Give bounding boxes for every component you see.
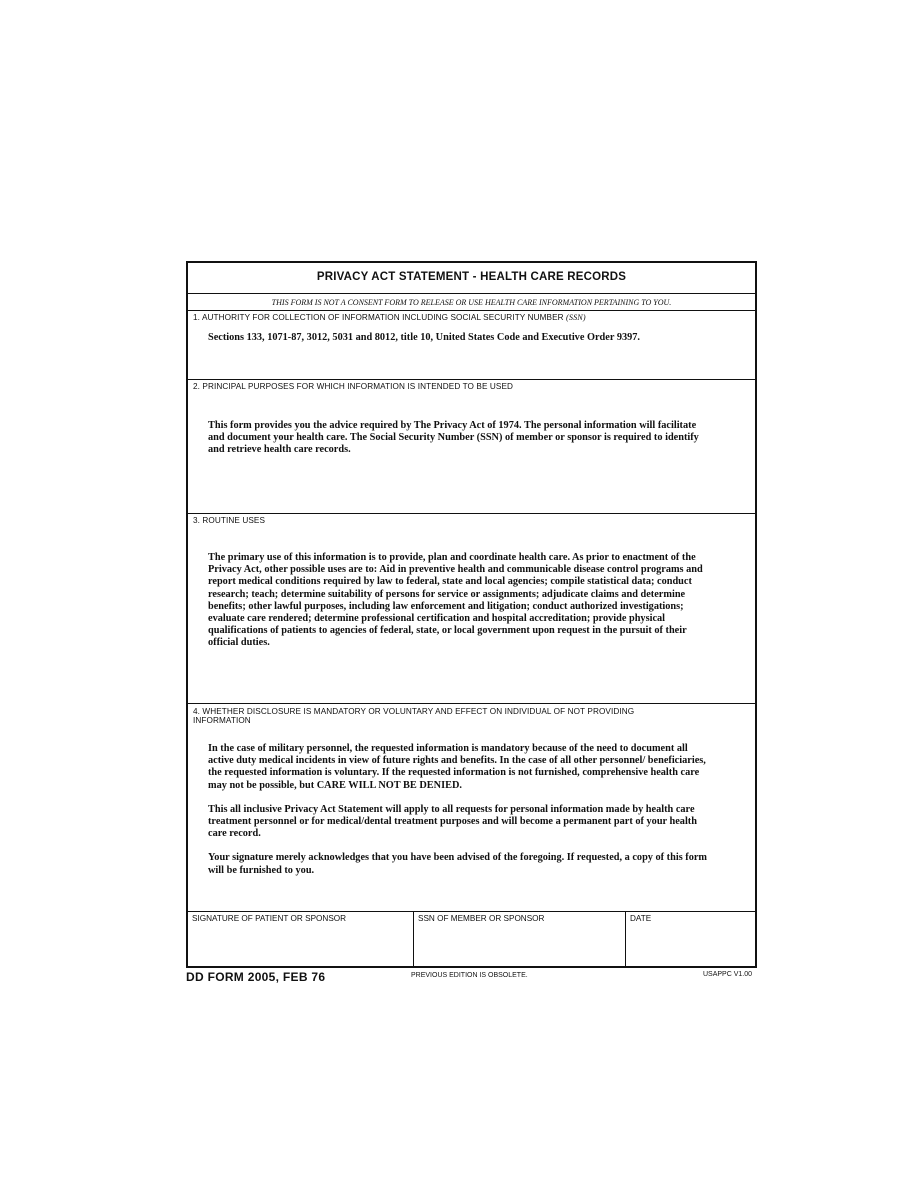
divider: [188, 703, 755, 704]
version-label: USAPPC V1.00: [703, 971, 753, 978]
consent-notice: THIS FORM IS NOT A CONSENT FORM TO RELEASE OR USE HEALTH CARE INFORMATION PERTAINING TO YOU.: [271, 298, 672, 307]
section-1-label-text: 1. AUTHORITY FOR COLLECTION OF INFORMATION INCLUDING SOCIAL SECURITY NUMBER: [193, 313, 564, 322]
signature-field[interactable]: [188, 911, 414, 966]
section-4-paragraph-2: This all inclusive Privacy Act Statement will apply to all requests for personal information made by health care treatment personnel or for medical/dental treatment purposes and will become a permanent part of your health care record.: [208, 803, 697, 840]
section-1-body: [208, 332, 715, 356]
section-3-label: 3. ROUTINE USES: [193, 516, 266, 525]
divider: [188, 310, 755, 311]
obsolete-notice: PREVIOUS EDITION IS OBSOLETE.: [411, 972, 528, 979]
divider: [188, 513, 755, 514]
section-3-body: [208, 552, 715, 662]
ssn-field[interactable]: [414, 911, 626, 966]
section-4-paragraph-3: Your signature merely acknowledges that you have been advised of the foregoing. If requested, a copy of this form will be furnished to you.: [208, 852, 708, 876]
section-4-label: 4. WHETHER DISCLOSURE IS MANDATORY OR VOLUNTARY AND EFFECT ON INDIVIDUAL OF NOT PROVIDING INFORMATION: [193, 707, 635, 725]
privacy-act-form: [186, 261, 757, 968]
section-1-label: [193, 313, 586, 322]
signature-row: [188, 911, 755, 966]
section-2-label: 2. PRINCIPAL PURPOSES FOR WHICH INFORMATION IS INTENDED TO BE USED: [193, 382, 514, 391]
signature-field-label: SIGNATURE OF PATIENT OR SPONSOR: [192, 914, 347, 923]
section-1-label-ssn: (SSN): [566, 313, 586, 322]
section-4-paragraph-1: In the case of military personnel, the requested information is mandatory because of the need to document all active duty medical incidents in view of future rights and benefits. In the case of all other personnel/ beneficiaries, the requested information is voluntary. If the requested information is not furnished, comprehensive health care may not be possible, but CARE WILL NOT BE DENIED.: [208, 743, 706, 791]
section-3-paragraph: The primary use of this information is to provide, plan and coordinate health care. As prior to enactment of the Privacy Act, other possible uses are to: Aid in preventive health and communicable disease control programs and report medical conditions required by law to federal, state and local agencies; compile statistical data; conduct research; teach; determine suitability of persons for service or assignments; adjudicate claims and determine benefits; other lawful purposes, including law enforcement and litigation; conduct authorized investigations; evaluate care rendered; determine professional certification and hospital accreditation; provide physical qualifications of patients to agencies of federal, state, or local government upon request in the pursuit of their official duties.: [208, 552, 703, 649]
ssn-field-label: SSN OF MEMBER OR SPONSOR: [418, 914, 545, 923]
date-field-label: DATE: [630, 914, 652, 923]
section-2-paragraph: This form provides you the advice required by The Privacy Act of 1974. The personal information will facilitate and document your health care. The Social Security Number (SSN) of member or sponsor is required to identify and retrieve health care records.: [208, 420, 699, 456]
form-title: PRIVACY ACT STATEMENT - HEALTH CARE RECORDS: [188, 263, 755, 294]
section-1-paragraph: Sections 133, 1071-87, 3012, 5031 and 8012, title 10, United States Code and Executive Order 9397.: [208, 332, 640, 343]
section-4-body: [208, 743, 715, 889]
date-field[interactable]: [626, 911, 755, 966]
form-number: DD FORM 2005, FEB 76: [186, 970, 326, 984]
divider: [188, 379, 755, 380]
section-2-body: [208, 420, 715, 469]
